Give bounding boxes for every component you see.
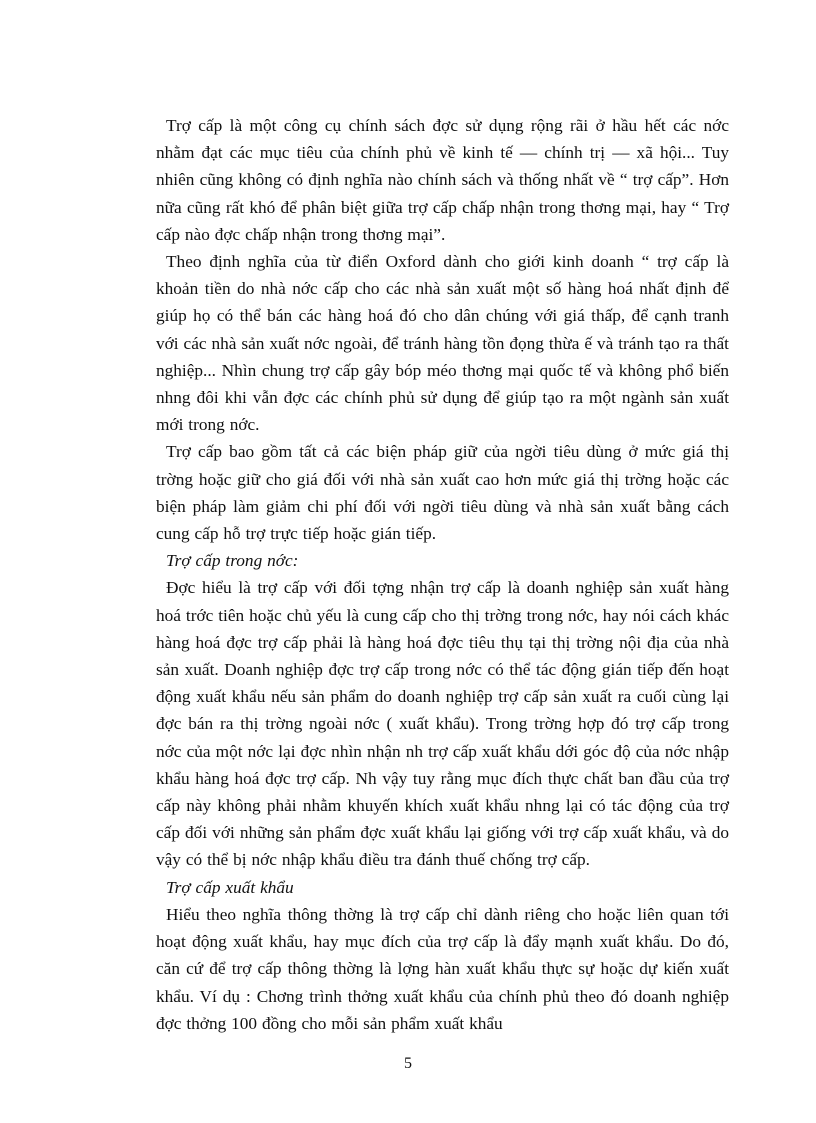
paragraph-subsidy-measures: Trợ cấp bao gồm tất cả các biện pháp giữ của ngời tiêu dùng ở mức giá thị trờng hoặc giữ cho giá đối với nhà sản xuất cao hơn mức giá thị trờng hoặc các biện pháp làm giảm chi phí đối với ngời tiêu dùng và nhà sản xuất bằng cách cung cấp hỗ trợ trực tiếp hoặc gián tiếp. <box>156 442 729 544</box>
paragraph-subsidy-intro: Trợ cấp là một công cụ chính sách đợc sử dụng rộng rãi ở hầu hết các nớc nhằm đạt các mục tiêu của chính phủ về kinh tế — chính trị — xã hội... Tuy nhiên cũng không có định nghĩa nào chính sách và thống nhất về “ trợ cấp”. Hơn nữa cũng rất khó để phân biệt giữa trợ cấp chấp nhận trong thơng mại, hay “ Trợ cấp nào đợc chấp nhận trong thơng mại”. <box>156 116 729 244</box>
page-body <box>156 112 729 1037</box>
heading-domestic-subsidy: Trợ cấp trong nớc: <box>166 551 299 571</box>
heading-export-subsidy: Trợ cấp xuất khẩu <box>166 877 294 897</box>
paragraph-domestic-subsidy: Đợc hiểu là trợ cấp với đối tợng nhận trợ cấp là doanh nghiệp sản xuất hàng hoá trớc tiên hoặc chủ yếu là cung cấp cho thị trờng trong nớc, hay nói cách khác hàng hoá đợc trợ cấp phải là hàng hoá đợc tiêu thụ tại thị trờng nội địa của nhà sản xuất. Doanh nghiệp đợc trợ cấp trong nớc có thể tác động gián tiếp đến hoạt động xuất khẩu nếu sản phẩm do doanh nghiệp trợ cấp sản xuất ra cuối cùng lại đợc bán ra thị trờng ngoài nớc ( xuất khẩu). Trong trờng hợp đó trợ cấp trong nớc của một nớc lại đợc nhìn nhận nh trợ cấp xuất khẩu dới góc độ của nớc nhập khẩu hàng hoá đợc trợ cấp. Nh vậy tuy rằng mục đích thực chất ban đầu của trợ cấp này không phải nhằm khuyến khích xuất khẩu nhng lại có tác động của trợ cấp đối với những sản phẩm đợc xuất khẩu lại giống với trợ cấp xuất khẩu, và do vậy có thể bị nớc nhập khẩu điều tra đánh thuế chống trợ cấp. <box>156 578 729 870</box>
paragraph-oxford-definition: Theo định nghĩa của từ điển Oxford dành cho giới kinh doanh “ trợ cấp là khoản tiền do nhà nớc cấp cho các nhà sản xuất một số hàng hoá nhất định để giúp họ có thể bán các hàng hoá đó cho dân chúng với giá thấp, để cạnh tranh với các nhà sản xuất nớc ngoài, để tránh hàng tồn đọng thừa ế và tránh tạo ra thất nghiệp... Nhìn chung trợ cấp gây bóp méo thơng mại quốc tế và không phổ biến nhng đôi khi vẫn đợc các chính phủ sử dụng để giúp tạo ra một ngành sản xuất mới trong nớc. <box>156 252 729 435</box>
page-number: 5 <box>404 1055 412 1072</box>
paragraph-export-subsidy: Hiểu theo nghĩa thông thờng là trợ cấp chỉ dành riêng cho hoặc liên quan tới hoạt động xuất khẩu, hay mục đích của trợ cấp là đẩy mạnh xuất khẩu. Do đó, căn cứ để trợ cấp thông thờng là lợng hàn xuất khẩu thực sự hoặc dự kiến xuất khẩu. Ví dụ : Chơng trình thởng xuất khẩu của chính phủ theo đó doanh nghiệp đợc thởng 100 đồng cho mỗi sản phẩm xuất khẩu <box>156 904 729 1033</box>
